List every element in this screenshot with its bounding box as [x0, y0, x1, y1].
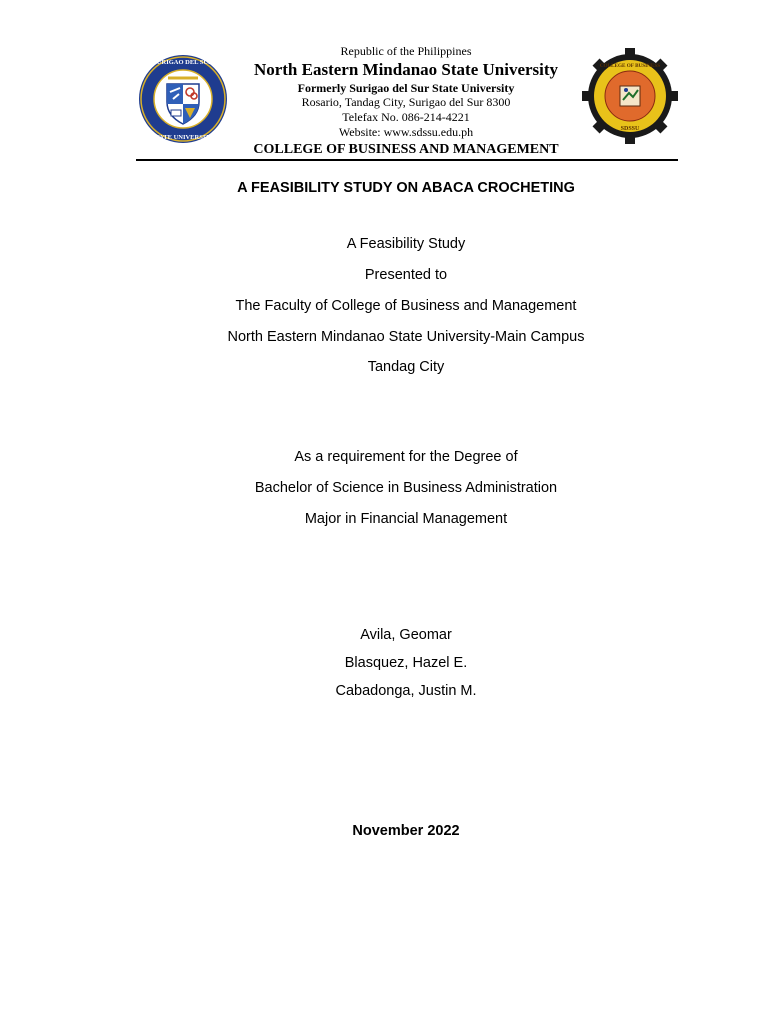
presentation-line-3: The Faculty of College of Business and Management — [235, 298, 577, 314]
college-name: COLLEGE OF BUSINESS AND MANAGEMENT — [253, 142, 559, 157]
telefax-line: Telefax No. 086-214-4221 — [342, 110, 470, 124]
republic-line: Republic of the Philippines — [340, 44, 472, 58]
submission-date: November 2022 — [352, 823, 460, 839]
svg-text:COLLEGE OF BUSINESS: COLLEGE OF BUSINESS — [599, 63, 661, 69]
college-seal-icon — [582, 48, 678, 144]
requirement-line-1: As a requirement for the Degree of — [294, 449, 518, 465]
svg-text:SURIGAO DEL SUR: SURIGAO DEL SUR — [153, 59, 213, 66]
letterhead-text — [228, 44, 584, 158]
author-1: Avila, Geomar — [360, 627, 452, 643]
presentation-line-5: Tandag City — [367, 359, 445, 375]
author-3: Cabadonga, Justin M. — [335, 683, 477, 699]
formerly-line: Formerly Surigao del Sur State University — [297, 81, 515, 95]
requirement-line-2: Bachelor of Science in Business Administration — [254, 480, 558, 496]
letterhead — [136, 44, 678, 162]
requirement-line-3: Major in Financial Management — [304, 511, 508, 527]
header-divider — [136, 159, 678, 161]
presentation-line-2: Presented to — [364, 267, 448, 283]
svg-text:STATE UNIVERSITY: STATE UNIVERSITY — [151, 134, 215, 141]
address-line: Rosario, Tandag City, Surigao del Sur 8300 — [301, 95, 511, 109]
svg-text:SDSSU: SDSSU — [620, 126, 640, 132]
university-seal-icon — [138, 54, 228, 144]
university-name: North Eastern Mindanao State University — [253, 60, 559, 79]
author-2: Blasquez, Hazel E. — [344, 655, 468, 671]
presentation-line-1: A Feasibility Study — [346, 236, 466, 252]
presentation-line-4: North Eastern Mindanao State University-Main Campus — [227, 329, 585, 345]
document-title: A FEASIBILITY STUDY ON ABACA CROCHETING — [237, 180, 575, 196]
website-line: Website: www.sdssu.edu.ph — [338, 125, 474, 139]
